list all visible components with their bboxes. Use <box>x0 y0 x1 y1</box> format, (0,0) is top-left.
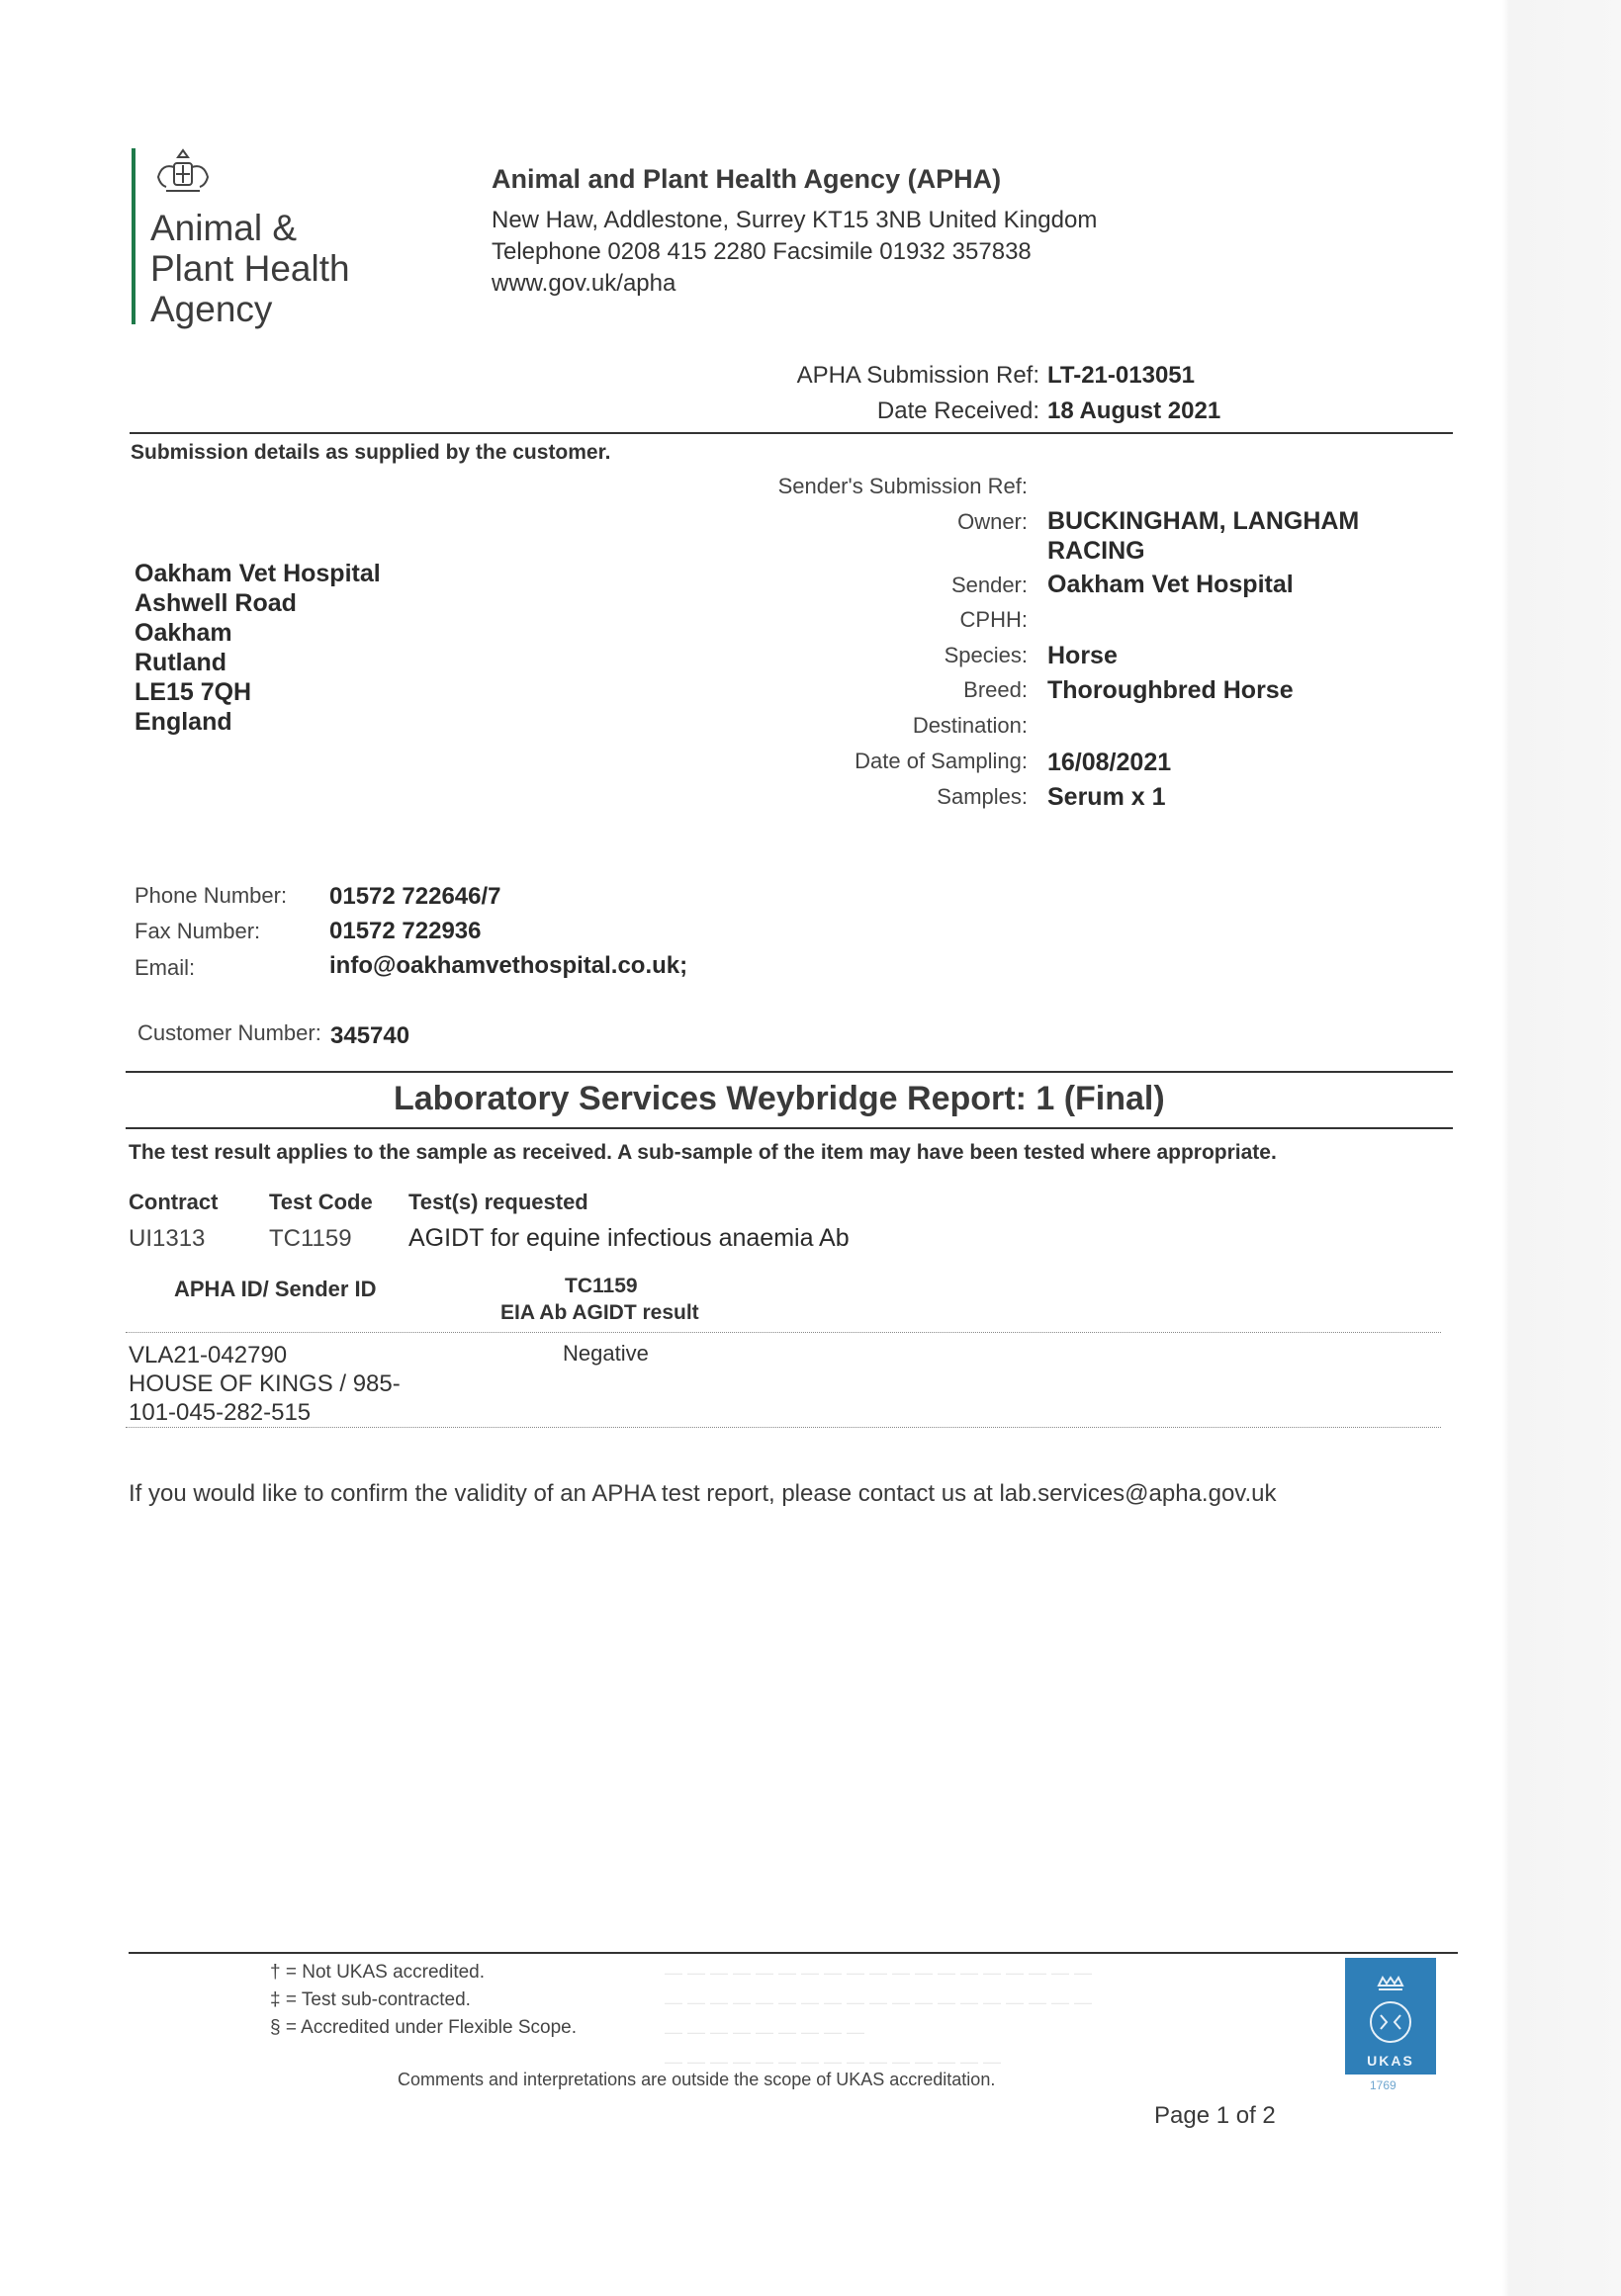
species-value: Horse <box>1047 642 1118 669</box>
footer-divider <box>129 1952 1458 1954</box>
submission-ref-label: APHA Submission Ref: <box>796 362 1039 389</box>
sender-value: Oakham Vet Hospital <box>1047 571 1294 598</box>
result-name-header: EIA Ab AGIDT result <box>500 1301 699 1324</box>
sampling-date-value: 16/08/2021 <box>1047 749 1172 776</box>
samples-label: Samples: <box>937 784 1028 809</box>
address-line: Oakham <box>135 619 232 647</box>
address-line: England <box>135 708 232 736</box>
sample-id-line: VLA21-042790 <box>129 1342 288 1369</box>
page-number: Page 1 of 2 <box>1154 2102 1276 2129</box>
page-edge-shadow <box>1502 0 1621 2296</box>
fax-value: 01572 722936 <box>329 918 482 944</box>
logo-accent-bar <box>132 148 135 324</box>
samples-value: Serum x 1 <box>1047 783 1166 811</box>
agency-logo-text <box>150 208 350 329</box>
submission-heading: Submission details as supplied by the customer. <box>131 441 611 464</box>
footer-legend <box>270 1959 577 2042</box>
email-label: Email: <box>135 955 196 980</box>
test-code-value: TC1159 <box>269 1225 352 1252</box>
customer-address <box>135 559 381 737</box>
agency-address: New Haw, Addlestone, Surrey KT15 3NB United Kingdom <box>492 207 1098 233</box>
ukas-number: 1769 <box>1370 2078 1396 2092</box>
owner-label: Owner: <box>957 509 1028 534</box>
sampling-date-label: Date of Sampling: <box>855 749 1028 773</box>
faint-text-line: — — — — — — — — — — — — — — — — — — — <box>665 1963 1093 1983</box>
faint-text-line: — — — — — — — — — <box>665 2022 865 2042</box>
phone-label: Phone Number: <box>135 883 288 908</box>
submission-ref-value: LT-21-013051 <box>1047 362 1195 389</box>
owner-value-line2: RACING <box>1047 537 1145 565</box>
result-code-header: TC1159 <box>565 1275 638 1297</box>
sample-id-cell <box>129 1341 401 1427</box>
faint-text-line: — — — — — — — — — — — — — — — — — — — <box>665 1992 1093 2012</box>
phone-value: 01572 722646/7 <box>329 883 501 910</box>
submission-ref-label-wrap <box>797 362 1039 390</box>
owner-value-line1: BUCKINGHAM, LANGHAM <box>1047 507 1360 535</box>
cphh-label: CPHH: <box>959 607 1028 632</box>
legend-flexible-scope: § = Accredited under Flexible Scope. <box>270 2017 577 2038</box>
contract-value: UI1313 <box>129 1225 206 1252</box>
date-received-value: 18 August 2021 <box>1047 397 1221 424</box>
logo-line-1: Animal & <box>150 208 298 248</box>
address-line: Oakham Vet Hospital <box>135 560 381 587</box>
agency-website[interactable]: www.gov.uk/apha <box>492 270 676 297</box>
test-requested-value: AGIDT for equine infectious anaemia Ab <box>408 1224 850 1252</box>
senders-ref-label: Sender's Submission Ref: <box>777 474 1028 498</box>
sample-id-line: 101-045-282-515 <box>129 1399 312 1426</box>
address-line: Ashwell Road <box>135 589 297 617</box>
address-line: LE15 7QH <box>135 678 252 706</box>
contract-header: Contract <box>129 1190 219 1214</box>
breed-label: Breed: <box>963 677 1028 702</box>
customer-number-label: Customer Number: <box>137 1020 321 1045</box>
address-line: Rutland <box>135 649 227 676</box>
email-value[interactable]: info@oakhamvethospital.co.uk; <box>329 952 688 979</box>
logo-line-2: Plant Health <box>150 248 350 289</box>
report-note: The test result applies to the sample as received. A sub-sample of the item may have been tested where appropriate. <box>129 1141 1277 1164</box>
sender-label: Sender: <box>950 573 1028 597</box>
breed-value: Thoroughbred Horse <box>1047 676 1294 704</box>
divider <box>126 1071 1453 1073</box>
tests-requested-header: Test(s) requested <box>408 1190 588 1214</box>
customer-number-value: 345740 <box>330 1022 410 1049</box>
species-label: Species: <box>944 643 1028 667</box>
legend-not-accredited: † = Not UKAS accredited. <box>270 1962 486 1983</box>
ukas-accreditation-logo <box>1345 1958 1436 2075</box>
result-value: Negative <box>563 1341 649 1366</box>
test-code-header: Test Code <box>269 1190 373 1214</box>
legend-subcontracted: ‡ = Test sub-contracted. <box>270 1989 471 2010</box>
date-received-label-wrap <box>877 397 1039 425</box>
royal-coat-of-arms-icon <box>148 143 218 208</box>
table-divider <box>126 1427 1441 1428</box>
faint-text-line: — — — — — — — — — — — — — — — <box>665 2052 1002 2072</box>
ukas-scope-note: Comments and interpretations are outside the scope of UKAS accreditation. <box>398 2070 996 2089</box>
validity-note: If you would like to confirm the validity of an APHA test report, please contact us at lab.services@apha.gov.uk <box>129 1480 1277 1507</box>
divider <box>126 1127 1453 1129</box>
agency-telephone: Telephone 0208 415 2280 Facsimile 01932 357838 <box>492 238 1032 265</box>
agency-title: Animal and Plant Health Agency (APHA) <box>492 164 1002 194</box>
apha-id-header: APHA ID/ Sender ID <box>174 1277 377 1301</box>
fax-label: Fax Number: <box>135 919 261 943</box>
sample-id-line: HOUSE OF KINGS / 985- <box>129 1370 401 1397</box>
divider <box>130 432 1453 434</box>
table-divider <box>126 1332 1441 1333</box>
destination-label: Destination: <box>912 713 1028 738</box>
report-title: Laboratory Services Weybridge Report: 1 (Final) <box>394 1080 1165 1117</box>
ukas-text: UKAS <box>1367 2053 1414 2069</box>
date-received-label: Date Received: <box>876 397 1039 424</box>
logo-line-3: Agency <box>150 289 273 329</box>
